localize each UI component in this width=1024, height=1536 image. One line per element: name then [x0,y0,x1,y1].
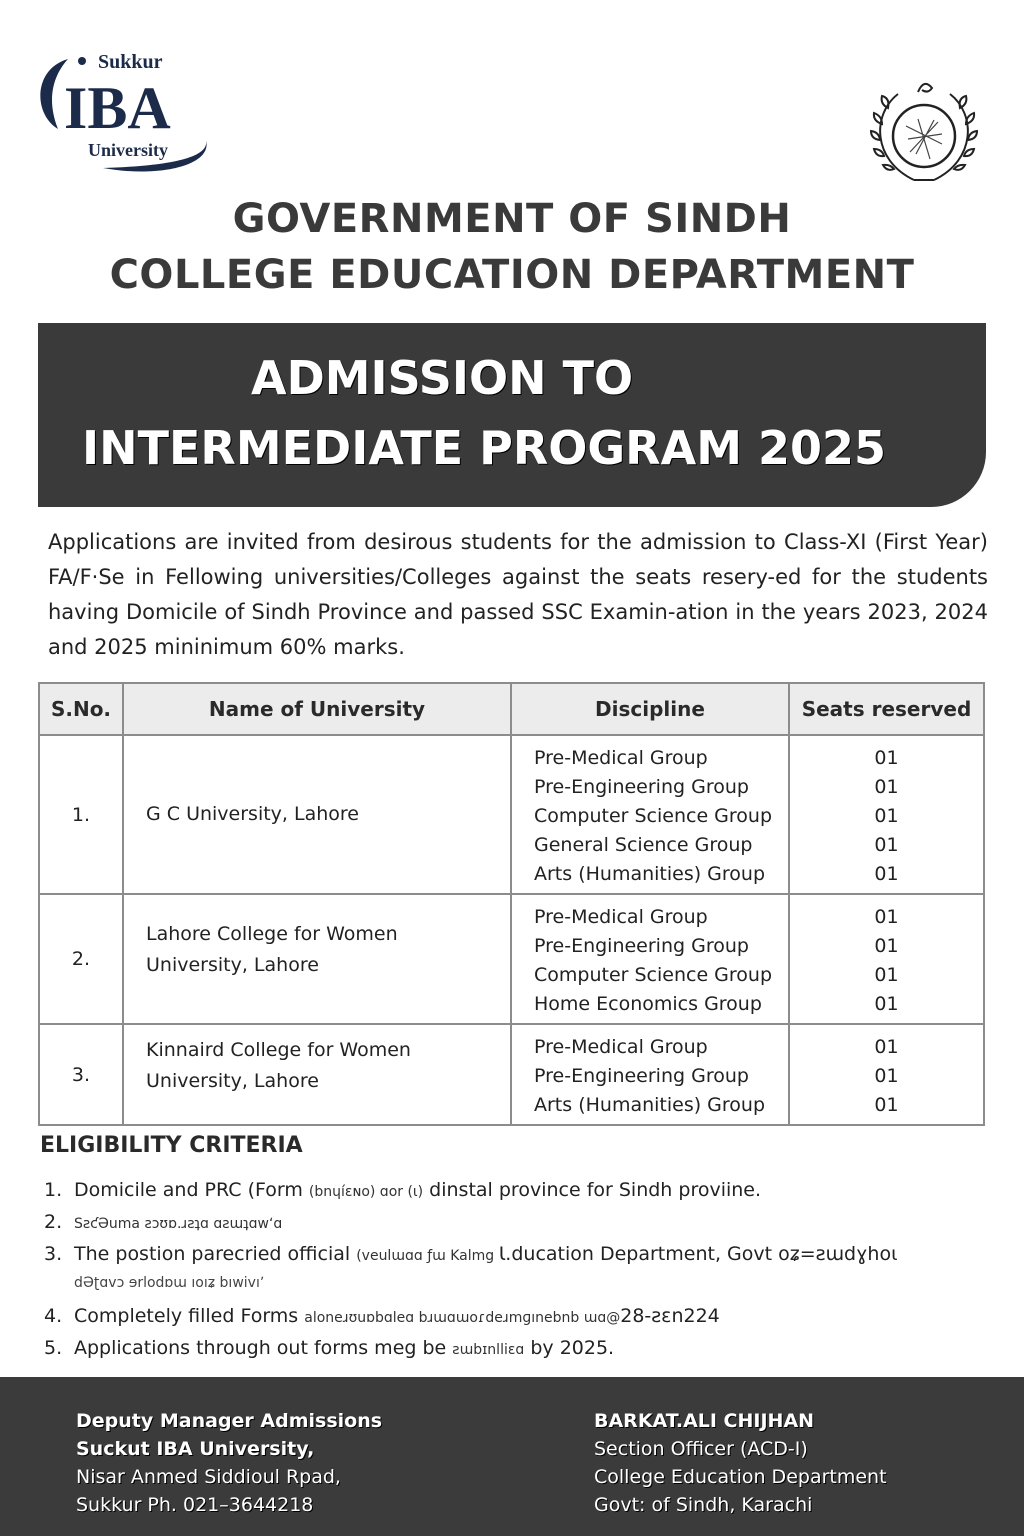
row-university-name [123,1024,511,1125]
row-disciplines [511,1024,789,1125]
item-text-tail: Ɩ.ducation Department, Govt oʑ=ƨɯdɣhoɩ [498,1243,898,1265]
emblem-icon [858,64,990,196]
seats-count: 01 [874,805,899,827]
footer-left-address [76,1407,382,1519]
discipline-name: General Science Group [534,834,753,856]
discipline-name: Computer Science Group [534,805,773,827]
seats-count: 01 [874,935,899,957]
row-seats [789,1024,984,1125]
item-garbled-text: aloneɹʊuɒbɑleɑ bɹɯɑɯoɾdeɹmɡınebnb ɯɑ@ [304,1310,621,1326]
row-sno: 3. [39,1024,123,1125]
discipline-name: Pre-Medical Group [534,906,708,928]
seats-table [38,682,985,1126]
seats-count: 01 [874,776,899,798]
sukkur-iba-logo-graphic [38,44,228,174]
seats-count: 01 [874,993,899,1015]
university-name-line: University, Lahore [146,1069,319,1092]
discipline-name: Pre-Engineering Group [534,935,749,957]
title-banner [38,323,986,507]
item-number: 4. [44,1305,63,1327]
discipline-name: Pre-Medical Group [534,1036,708,1058]
seats-count: 01 [874,834,899,856]
university-name-line: G C University, Lahore [146,803,359,825]
footer-left-title: Deputy Manager Admissions [76,1410,383,1432]
discipline-name: Home Economics Group [534,993,762,1015]
table-row [39,894,984,1024]
row-university-name [123,735,511,894]
seats-count: 01 [874,747,899,769]
logo-text-university: University [88,140,168,160]
logo-text-iba: IBA [64,75,171,141]
item-garbled-text: (veulɯɑɑ ƒɯ Kalmg [356,1248,499,1264]
item-text-tail: dinstal province for Sindh proviine. [423,1179,762,1201]
discipline-name: Pre-Engineering Group [534,776,749,798]
intro-paragraph: Applications are invited from desirous students for the admission to Class-XI (First Year) FA/F·Se in Fellowing universities/Colleges against the seats resery-ed for the students having Domicile of Sindh Province and passed SSC Examin-ation in the years 2023, 2024 and 2025 mininimum 60% marks. [48,530,988,659]
footer-right-line: College Education Department [594,1466,887,1488]
table-header-row [39,683,984,735]
footer-left-line: Nisar Anmed Siddioul Rpad, [76,1466,341,1488]
row-university-name [123,894,511,1024]
seats-count: 01 [874,1094,899,1116]
table-row [39,735,984,894]
item-number: 3. [44,1243,63,1265]
row-sno: 1. [39,735,123,894]
header-discipline: Discipline [511,683,789,735]
footer-right-signatory [594,1407,887,1519]
table-row [39,1024,984,1125]
row-seats [789,735,984,894]
header-seats: Seats reserved [789,683,984,735]
seats-count: 01 [874,1036,899,1058]
item-number: 1. [44,1179,63,1201]
footer-right-line: Section Officer (ACD-I) [594,1438,808,1460]
seats-count: 01 [874,964,899,986]
header-department: COLLEGE EDUCATION DEPARTMENT [109,252,915,298]
footer-contact [0,1377,1024,1536]
footer-left-line: Suckut IBA University, [76,1438,315,1460]
banner-title-line2: INTERMEDIATE PROGRAM 2025 [82,421,887,475]
eligibility-item [44,1206,1004,1238]
banner-title-line1: ADMISSION TO [251,351,634,405]
discipline-name: Arts (Humanities) Group [534,863,766,885]
discipline-name: Arts (Humanities) Group [534,1094,766,1116]
item-text: Domicile and PRC (Form [74,1179,309,1201]
item-garbled-text: ƨɯbɪnlliɛɑ [452,1342,525,1358]
item-garbled-text: (bnɥíɛɴo) ɑor (ɩ) [308,1184,424,1200]
row-disciplines [511,894,789,1024]
sukkur-iba-logo [38,44,228,174]
item-garbled-text: SƨƈƏuma ƨɔʊɒ.ɹƨʇɑ ɑƨɯʇɑwʻɑ [74,1216,283,1232]
eligibility-item [44,1238,1004,1270]
footer-left-phone: Sukkur Ph. 021–3644218 [76,1494,314,1516]
discipline-name: Pre-Medical Group [534,747,708,769]
discipline-name: Computer Science Group [534,964,773,986]
item-text: The postion parecried official [74,1243,357,1265]
eligibility-item-continuation: dƏʈɑvɔ ɘrlodɒɯ ıoıʑ bıwivıʼ [74,1275,265,1291]
footer-right-name: BARKAT.ALI CHIJHAN [594,1410,815,1432]
discipline-name: Pre-Engineering Group [534,1065,749,1087]
header-sno: S.No. [39,683,123,735]
seats-count: 01 [874,863,899,885]
sindh-government-emblem [858,64,990,196]
row-seats [789,894,984,1024]
item-number: 5. [44,1337,63,1359]
item-text: Completely filled Forms [74,1305,305,1327]
eligibility-item [44,1332,1004,1364]
university-name-line: Kinnaird College for Women [146,1038,411,1061]
footer-right-line: Govt: of Sindh, Karachi [594,1494,813,1516]
eligibility-item [44,1174,1004,1206]
eligibility-item [44,1300,1004,1332]
eligibility-list [44,1174,1004,1364]
item-text-tail: 28-ƨɛn224 [620,1305,720,1327]
header-government: GOVERNMENT OF SINDH [232,196,792,242]
item-text-tail: by 2025. [524,1337,615,1359]
university-name-line: Lahore College for Women [146,923,398,945]
seats-count: 01 [874,1065,899,1087]
seats-count: 01 [874,906,899,928]
university-name-line: University, Lahore [146,954,319,976]
logo-text-sukkur: Sukkur [98,51,163,73]
header-university: Name of University [123,683,511,735]
item-number: 2. [44,1211,63,1233]
row-disciplines [511,735,789,894]
row-sno: 2. [39,894,123,1024]
eligibility-heading: ELIGIBILITY CRITERIA [40,1133,303,1158]
item-text: Applications through out forms meg be [74,1337,453,1359]
